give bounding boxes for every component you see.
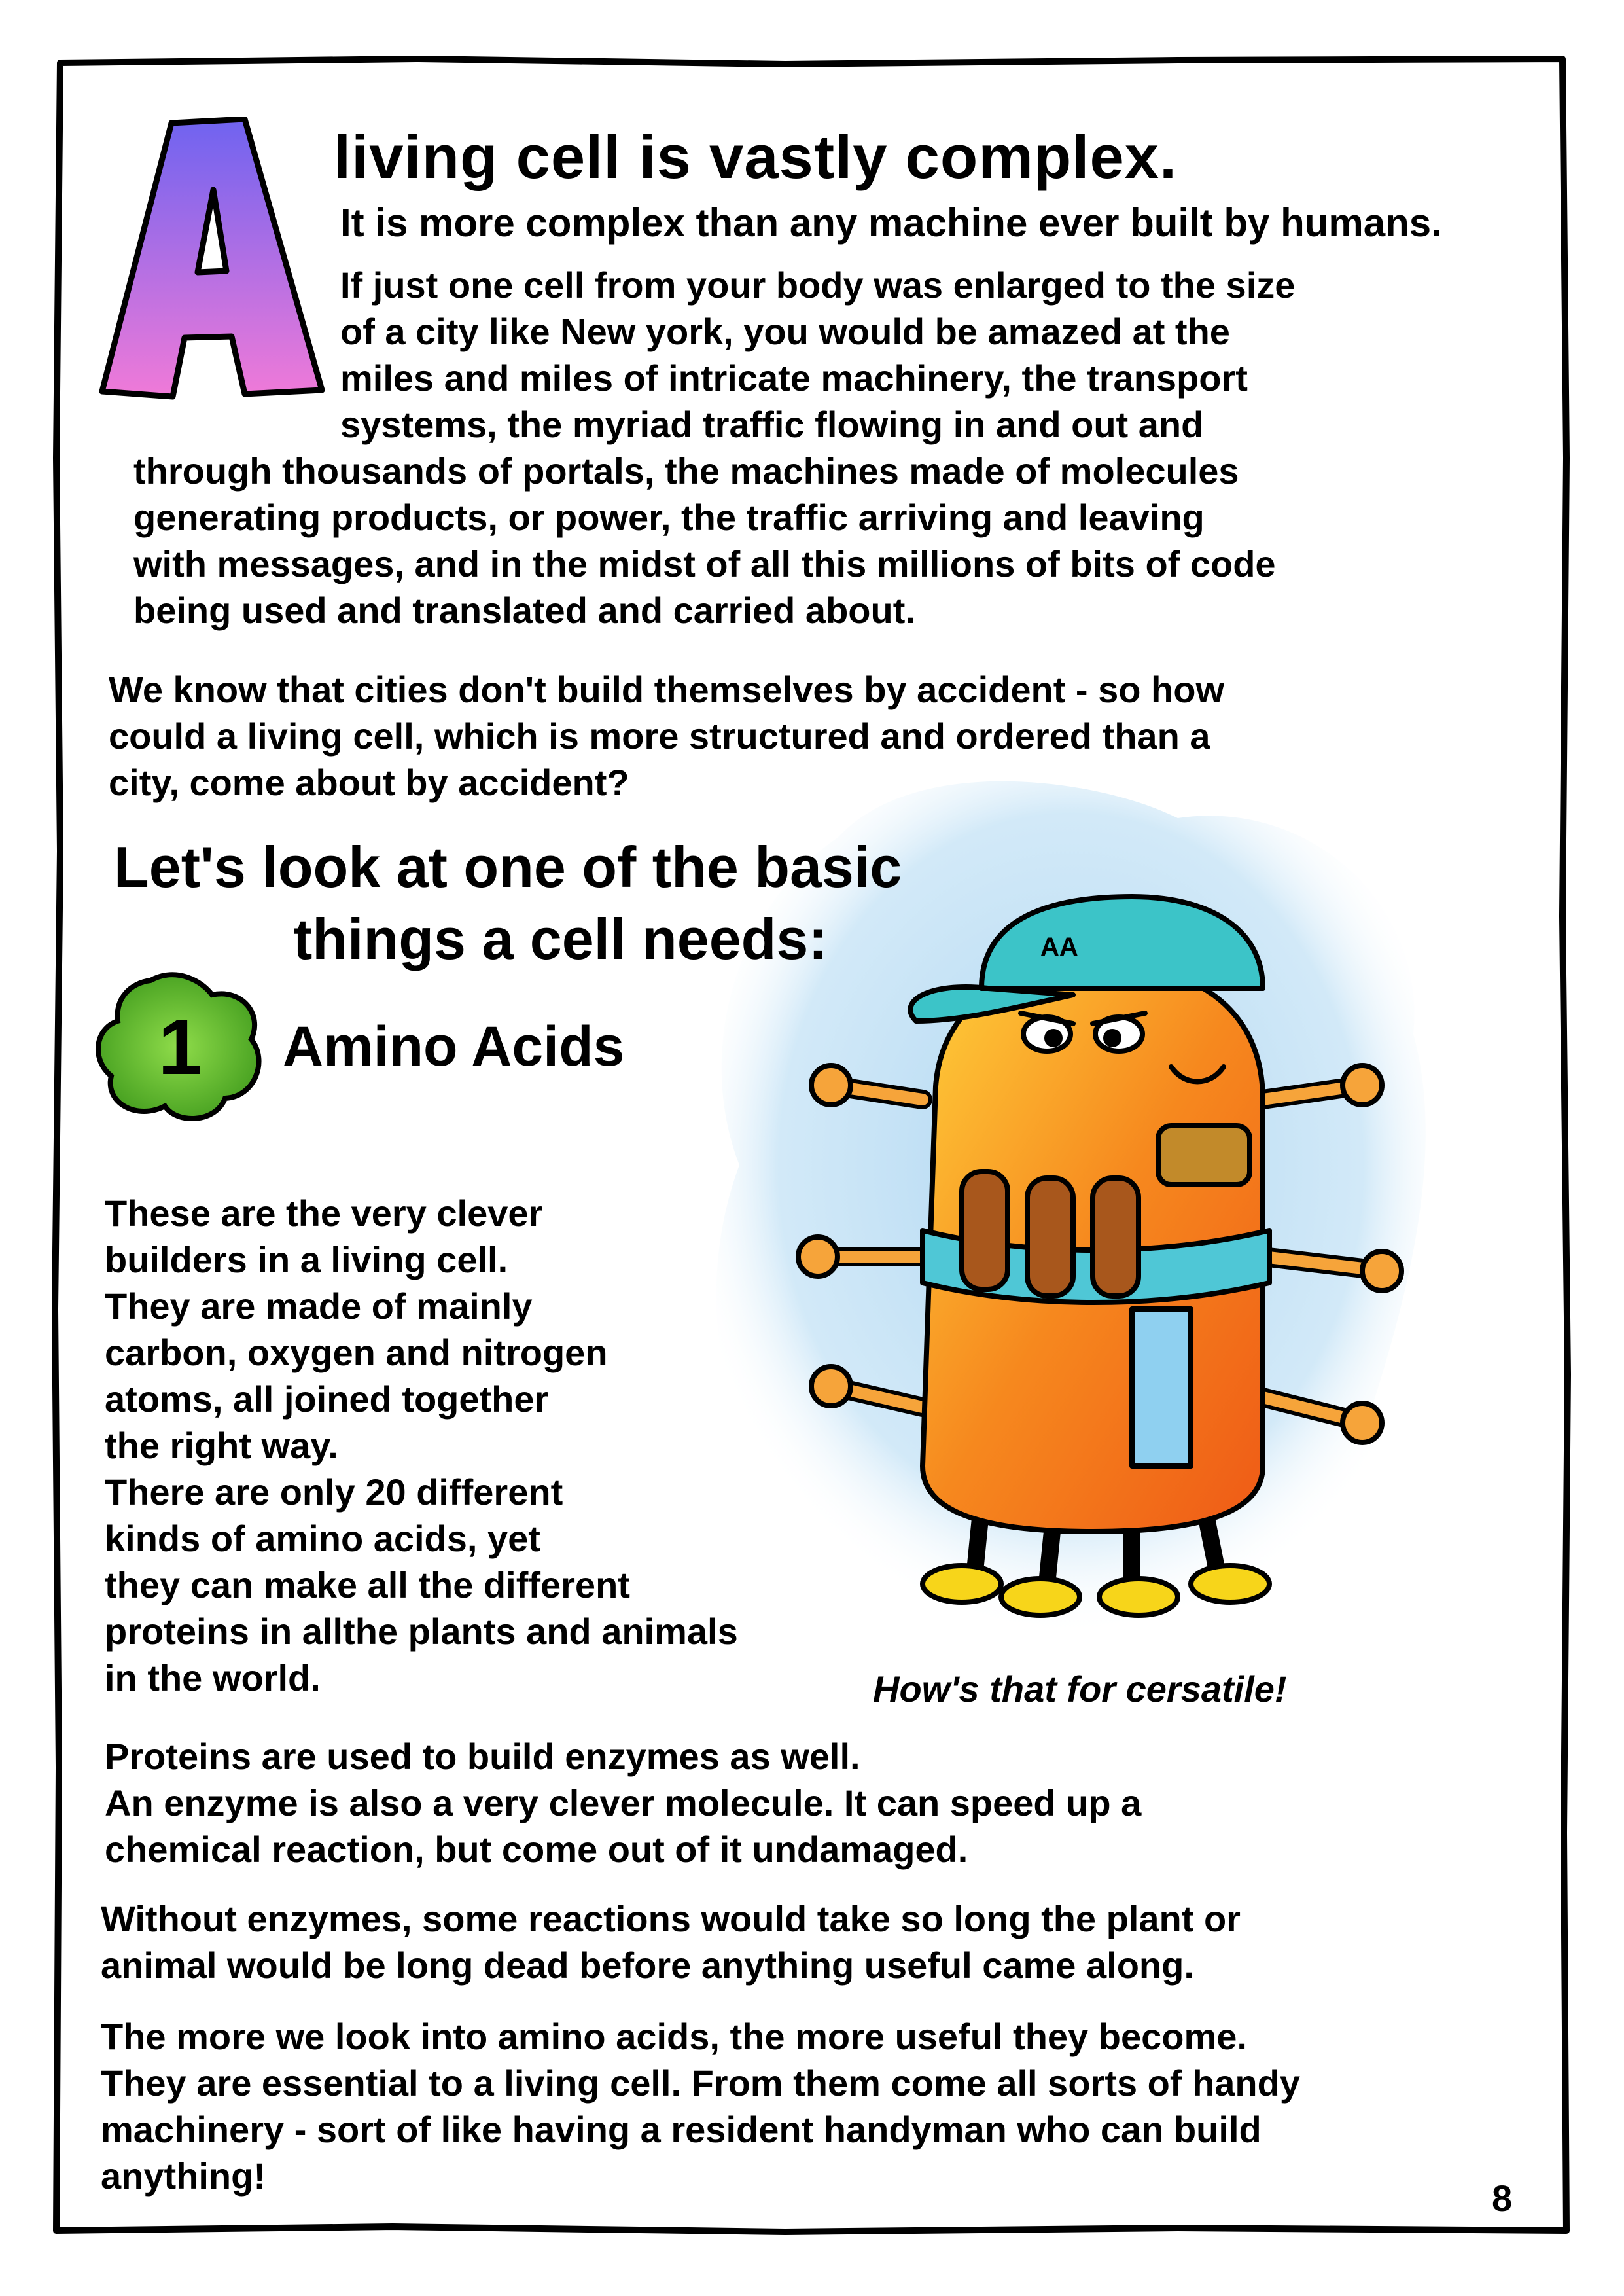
text-line: with messages, and in the midst of all this millions of bits of code	[133, 543, 1276, 584]
text-line: They are made of mainly	[105, 1285, 533, 1327]
headline: living cell is vastly complex.	[334, 122, 1178, 191]
text-line: anything!	[101, 2155, 266, 2197]
text-line: The more we look into amino acids, the more useful they become.	[101, 2016, 1247, 2057]
text-line: miles and miles of intricate machinery, the transport	[340, 357, 1248, 399]
text-line: If just one cell from your body was enlarged to the size	[340, 264, 1296, 306]
text-line: They are essential to a living cell. From them come all sorts of handy	[101, 2062, 1300, 2104]
text-line: There are only 20 different	[105, 1471, 563, 1513]
text-line: builders in a living cell.	[105, 1239, 508, 1280]
intro-paragraph-full	[133, 448, 1276, 634]
text-line: Proteins are used to build enzymes as well.	[105, 1736, 860, 1777]
illustration-caption: How's that for cersatile!	[873, 1668, 1287, 1710]
text-line: generating products, or power, the traffic arriving and leaving	[133, 497, 1205, 538]
text-line: We know that cities don't build themselves by accident - so how	[109, 669, 1225, 710]
text-line: machinery - sort of like having a resident handyman who can build	[101, 2109, 1262, 2150]
text-line: the right way.	[105, 1425, 338, 1466]
page-number: 8	[1492, 2178, 1513, 2219]
text-line: of a city like New york, you would be amazed at the	[340, 311, 1230, 352]
conclusion-paragraph	[101, 2013, 1300, 2199]
text-line: animal would be long dead before anything useful came along.	[101, 1945, 1194, 1986]
text-line: could a living cell, which is more structured and ordered than a	[109, 715, 1210, 757]
text-line: they can make all the different	[105, 1564, 630, 1605]
text-line: atoms, all joined together	[105, 1378, 549, 1420]
text-line: through thousands of portals, the machines made of molecules	[133, 450, 1239, 492]
section-title-line: Let's look at one of the basic	[114, 834, 902, 899]
amino-acids-paragraph	[105, 1190, 738, 1701]
text-line: Without enzymes, some reactions would take so long the plant or	[101, 1898, 1241, 1939]
cap-label: AA	[1040, 933, 1078, 961]
text-line: in the world.	[105, 1657, 321, 1698]
badge-number: 1	[158, 1003, 202, 1091]
drop-cap-letter	[93, 117, 328, 404]
text-line: being used and translated and carried about.	[133, 590, 915, 631]
text-line: carbon, oxygen and nitrogen	[105, 1332, 608, 1373]
intro-paragraph-indented	[340, 262, 1295, 448]
text-line: city, come about by accident?	[109, 762, 629, 803]
topic-title: Amino Acids	[283, 1015, 625, 1078]
amino-acid-character-illustration	[766, 890, 1433, 1630]
text-line: proteins in allthe plants and animals	[105, 1611, 738, 1652]
text-line: An enzyme is also a very clever molecule. It can speed up a	[105, 1782, 1142, 1823]
section-title-line: things a cell needs:	[293, 906, 828, 971]
text-line: kinds of amino acids, yet	[105, 1518, 540, 1559]
subheadline: It is more complex than any machine ever built by humans.	[340, 201, 1442, 245]
text-line: systems, the myriad traffic flowing in and out and	[340, 404, 1204, 445]
without-enzymes-paragraph	[101, 1895, 1241, 1988]
text-line: These are the very clever	[105, 1193, 543, 1234]
text-line: chemical reaction, but come out of it undamaged.	[105, 1829, 968, 1870]
enzymes-paragraph	[105, 1733, 1141, 1873]
